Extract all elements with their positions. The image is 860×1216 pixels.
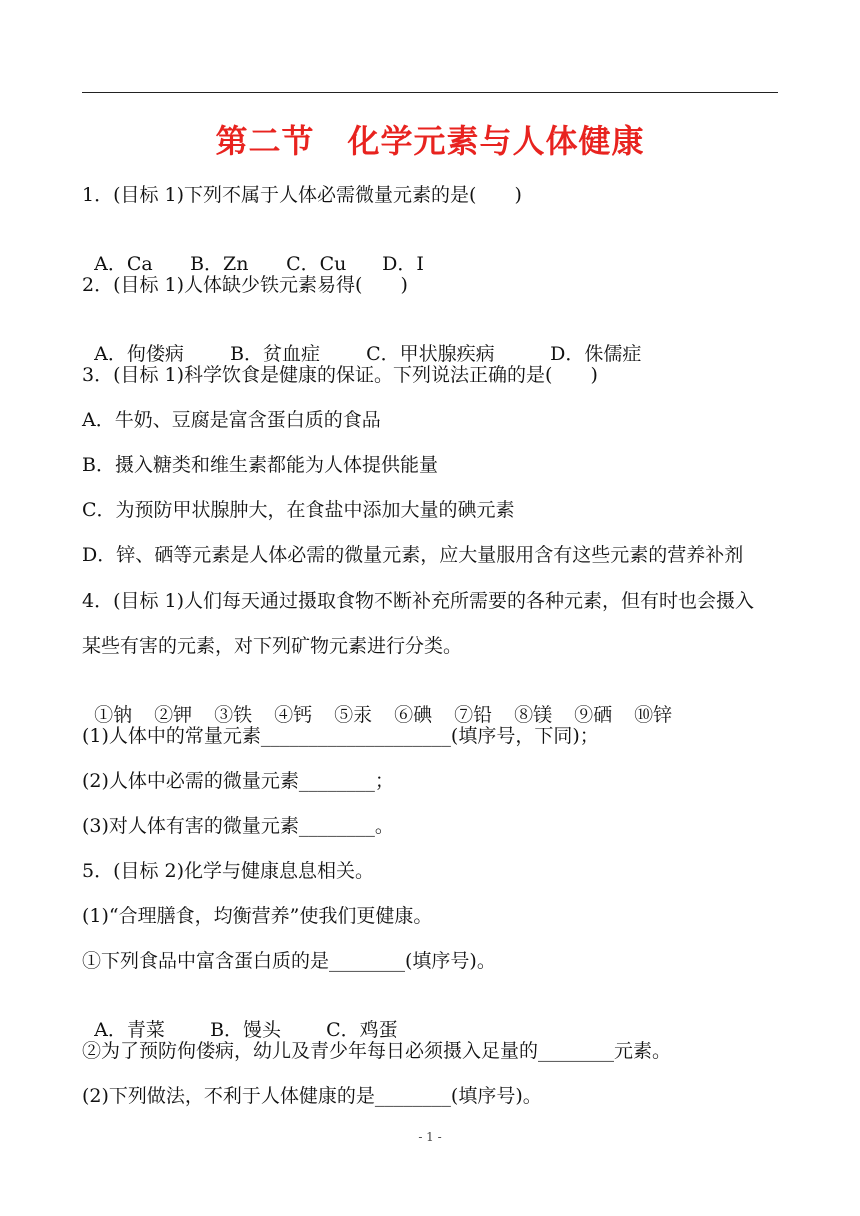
q5-sub1: (1)“合理膳食，均衡营养”使我们更健康。: [82, 905, 433, 927]
q4-stem-line1: 4．(目标 1)人们每天通过摄取食物不断补充所需要的各种元素，但有时也会摄入: [82, 590, 755, 612]
q5-sub1a: ①下列食品中富含蛋白质的是________(填序号)。: [82, 950, 496, 972]
q4-sub3: (3)对人体有害的微量元素________。: [82, 815, 394, 837]
q1-option-a: A．Ca: [94, 253, 153, 275]
q4-element: ⑧镁: [514, 704, 553, 726]
q4-element-list: [82, 679, 672, 727]
q4-element: ⑤汞: [334, 704, 373, 726]
header-rule: [82, 92, 778, 93]
q3-stem: 3．(目标 1)科学饮食是健康的保证。下列说法正确的是( ): [82, 364, 598, 386]
q4-element: ②钾: [154, 704, 193, 726]
q4-element: ⑨硒: [574, 704, 613, 726]
q2-option-c: C．甲状腺疾病: [366, 343, 495, 365]
q5-option-b: B．馒头: [210, 1019, 282, 1041]
q1-options: [82, 228, 424, 276]
q4-sub2: (2)人体中必需的微量元素________；: [82, 770, 394, 792]
page-title: 第二节 化学元素与人体健康: [215, 122, 645, 160]
q4-element: ④钙: [274, 704, 313, 726]
q5-sub1b: ②为了预防佝偻病，幼儿及青少年每日必须摄入足量的________元素。: [82, 1040, 672, 1062]
q2-option-d: D．侏儒症: [550, 343, 642, 365]
q4-element: ①钠: [94, 704, 133, 726]
q2-option-a: A．佝偻病: [94, 343, 184, 365]
q5-sub2: (2)下列做法，不利于人体健康的是________(填序号)。: [82, 1085, 542, 1107]
q4-stem-line2: 某些有害的元素，对下列矿物元素进行分类。: [82, 635, 463, 657]
q1-option-c: C．Cu: [286, 253, 347, 275]
q5-options: [82, 994, 398, 1042]
page-number: - 1 -: [418, 1130, 442, 1144]
q3-option-c: C．为预防甲状腺肿大，在食盐中添加大量的碘元素: [82, 499, 515, 521]
q1-option-b: B．Zn: [190, 253, 249, 275]
q3-option-a: A．牛奶、豆腐是富含蛋白质的食品: [82, 409, 381, 431]
q2-option-b: B．贫血症: [230, 343, 321, 365]
q5-option-a: A．青菜: [94, 1019, 165, 1041]
q1-option-d: D．I: [382, 253, 424, 275]
q4-element: ③铁: [214, 704, 253, 726]
q4-sub1: (1)人体中的常量元素____________________(填序号，下同)；: [82, 725, 599, 747]
q3-option-d: D．锌、硒等元素是人体必需的微量元素，应大量服用含有这些元素的营养补剂: [82, 544, 744, 566]
q2-options: [82, 318, 641, 366]
q5-option-c: C．鸡蛋: [326, 1019, 398, 1041]
q5-stem: 5．(目标 2)化学与健康息息相关。: [82, 860, 375, 882]
q2-stem: 2．(目标 1)人体缺少铁元素易得( ): [82, 274, 408, 296]
q4-element: ⑥碘: [394, 704, 433, 726]
q4-element: ⑩锌: [634, 704, 673, 726]
q3-option-b: B．摄入糖类和维生素都能为人体提供能量: [82, 454, 438, 476]
q1-stem: 1．(目标 1)下列不属于人体必需微量元素的是( ): [82, 184, 522, 206]
q4-element: ⑦铅: [454, 704, 493, 726]
